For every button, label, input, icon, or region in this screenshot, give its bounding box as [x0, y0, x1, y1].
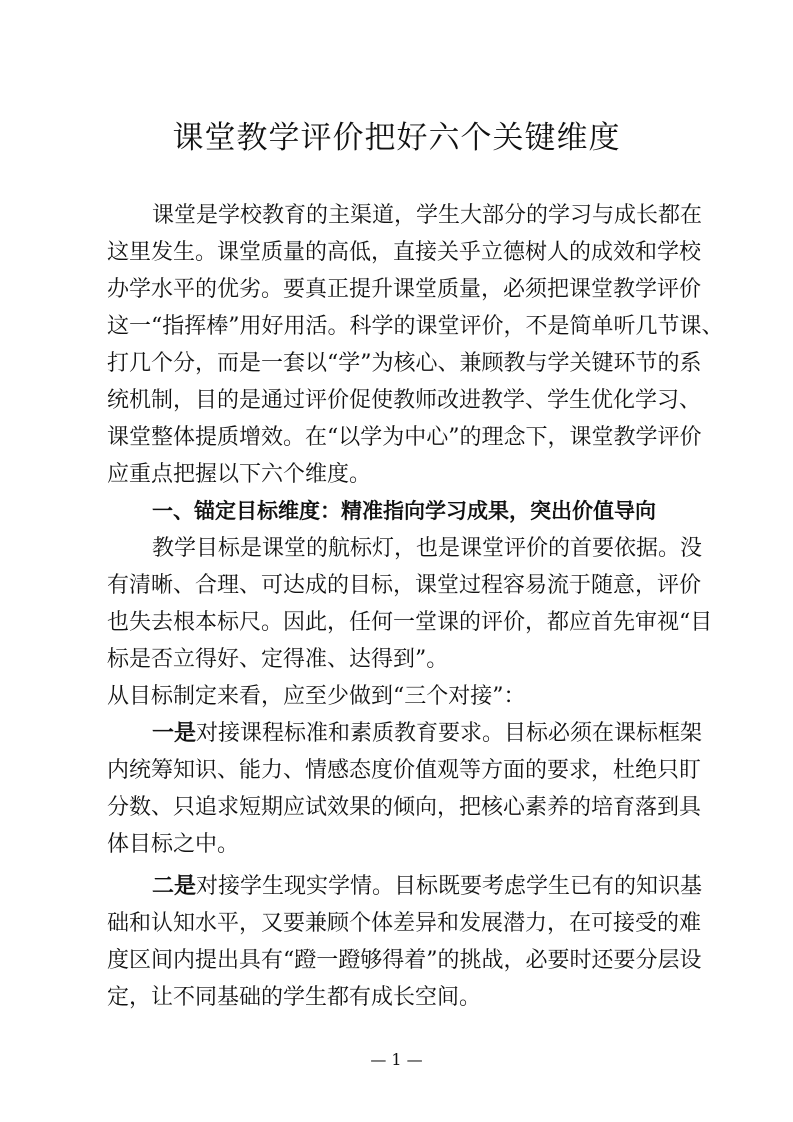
text-span: 对接学生现实学情。目标既要考虑学生已有的知识基 — [196, 874, 703, 899]
intro-paragraph — [107, 197, 724, 493]
text-line: 也失去根本标尺。因此，任何一堂课的评价，都应首先审视“目 — [107, 610, 713, 635]
text-line: 这一“指挥棒”用好用活。科学的课堂评价，不是简单听几节课、 — [107, 314, 724, 339]
text-line: 应重点把握以下六个维度。 — [107, 462, 372, 487]
text-line — [107, 868, 703, 905]
text-line: 体目标之中。 — [107, 832, 240, 857]
text-line: 内统筹知识、能力、情感态度价值观等方面的要求，杜绝只盯 — [107, 758, 702, 783]
text-line: 打几个分，而是一套以“学”为核心、兼顾教与学关键环节的系 — [107, 351, 702, 376]
lead-sentence: 从目标制定来看，应至少做到“三个对接”： — [107, 684, 526, 709]
text-line: 统机制，目的是通过评价促使教师改进教学、学生优化学习、 — [107, 388, 702, 413]
text-line: 分数、只追求短期应试效果的倾向，把核心素养的培育落到具 — [107, 795, 702, 820]
section-paragraph — [107, 530, 713, 678]
text-line: 础和认知水平，又要兼顾个体差异和发展潜力，在可接受的难 — [107, 911, 702, 936]
text-line: 这里发生。课堂质量的高低，直接关乎立德树人的成效和学校 — [107, 240, 702, 265]
point-two-paragraph — [107, 868, 703, 1016]
text-line — [107, 715, 703, 752]
text-line: 标是否立得好、定得准、达得到”。 — [107, 647, 449, 672]
text-line: 教学目标是课堂的航标灯，也是课堂评价的首要依据。没 — [152, 536, 703, 561]
text-span: 对接课程标准和素质教育要求。目标必须在课标框架 — [196, 721, 703, 746]
point-label: 一是 — [152, 720, 197, 746]
point-label: 二是 — [152, 873, 197, 899]
section-heading: 一、锚定目标维度：精准指向学习成果，突出价值导向 — [152, 499, 656, 523]
text-line: 课堂是学校教育的主渠道，学生大部分的学习与成长都在 — [152, 203, 703, 228]
text-line: 度区间内提出具有“蹬一蹬够得着”的挑战，必要时还要分层设 — [107, 948, 702, 973]
text-line: 定，让不同基础的学生都有成长空间。 — [107, 985, 482, 1010]
text-line: 办学水平的优劣。要真正提升课堂质量，必须把课堂教学评价 — [107, 277, 702, 302]
point-one-paragraph — [107, 715, 703, 863]
page-number: — 1 — — [370, 1050, 423, 1069]
text-line: 课堂整体提质增效。在“以学为中心”的理念下，课堂教学评价 — [107, 425, 702, 450]
text-line: 有清晰、合理、可达成的目标，课堂过程容易流于随意，评价 — [107, 573, 702, 598]
document-body — [107, 197, 724, 1016]
document-title: 课堂教学评价把好六个关键维度 — [172, 120, 621, 156]
